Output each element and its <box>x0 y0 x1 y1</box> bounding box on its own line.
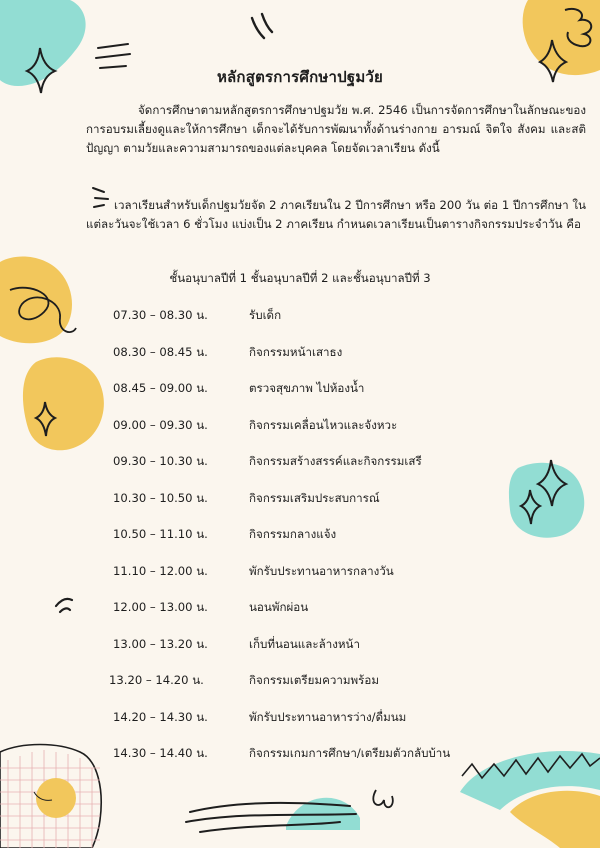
schedule-time: 13.20 – 14.20 น. <box>109 673 204 687</box>
schedule-row <box>113 453 533 471</box>
schedule-activity: กิจกรรมเคลื่อนไหวและจังหวะ <box>249 417 398 432</box>
schedule-row <box>109 672 529 690</box>
schedule-activity: กิจกรรมเสริมประสบการณ์ <box>249 490 380 505</box>
schedule-time: 07.30 – 08.30 น. <box>113 308 208 322</box>
schedule-row <box>113 563 533 581</box>
schedule-row <box>113 599 533 617</box>
schedule-heading: ชั้นอนุบาลปีที่ 1 ชั้นอนุบาลปีที่ 2 และชั้นอนุบาลปีที่ 3 <box>169 271 431 285</box>
yellow-blob-bottom-right <box>510 791 600 848</box>
intro-paragraph-1-text: จัดการศึกษาตามหลักสูตรการศึกษาปฐมวัย พ.ศ. 2546 เป็นการจัดการศึกษาในลักษณะของการอบรมเลี้ยงดูและให้การศึกษา เด็กจะได้รับการพัฒนาทั้งด้านร่างกาย อารมณ์ จิตใจ สังคม และสติปัญญา ตามวัยและความสามารถของแต่ละบุคคล โดยจัดเวลาเรียน ดังนี้ <box>86 103 586 155</box>
schedule-activity: กิจกรรมหน้าเสาธง <box>249 344 343 359</box>
schedule-activity: ตรวจสุขภาพ ไปห้องน้ำ <box>249 381 365 395</box>
schedule-activity: กิจกรรมเกมการศึกษา/เตรียมตัวกลับบ้าน <box>249 746 451 760</box>
page-title: หลักสูตรการศึกษาปฐมวัย <box>216 68 384 86</box>
schedule-row <box>113 307 533 325</box>
yellow-blob-top-right <box>523 0 600 75</box>
schedule-time: 09.30 – 10.30 น. <box>113 454 208 468</box>
scribble <box>10 288 76 332</box>
swirl-top-right <box>565 9 591 46</box>
schedule-time: 10.50 – 11.10 น. <box>113 527 208 541</box>
schedule-activity: กิจกรรมเตรียมความพร้อม <box>249 673 379 687</box>
squiggle-lines <box>186 803 356 832</box>
schedule-activity: พักรับประทานอาหารกลางวัน <box>249 563 394 578</box>
swirl-bottom <box>373 790 393 807</box>
intro-paragraph-2-text: เวลาเรียนสำหรับเด็กปฐมวัยจัด 2 ภาคเรียนใน 2 ปีการศึกษา หรือ 200 วัน ต่อ 1 ปีการศึกษา ในแต่ละวันจะใช้เวลา 6 ชั่วโมง แบ่งเป็น 2 ภาคเรียน กำหนดเวลาเรียนเป็นตารางกิจกรรมประจำวัน คือ <box>86 198 586 231</box>
schedule-row <box>113 417 533 435</box>
schedule-row <box>113 344 533 362</box>
schedule-row <box>113 745 533 763</box>
schedule-time: 11.10 – 12.00 น. <box>113 563 208 578</box>
schedule-activity: รับเด็ก <box>249 308 282 322</box>
schedule-time: 14.30 – 14.40 น. <box>113 746 208 760</box>
grid-egg-bottom-left <box>0 745 101 848</box>
schedule-activity: กิจกรรมสร้างสรรค์และกิจกรรมเสรี <box>249 454 422 468</box>
schedule-time: 08.30 – 08.45 น. <box>113 344 208 359</box>
sparkle-icon <box>538 460 566 506</box>
schedule-activity: กิจกรรมกลางแจ้ง <box>249 527 337 541</box>
schedule-row <box>113 380 533 398</box>
bracket-mark <box>56 599 72 612</box>
schedule-activity: พักรับประทานอาหารว่าง/ดื่มนม <box>249 709 407 724</box>
schedule-row <box>113 636 533 654</box>
schedule-time: 14.20 – 14.30 น. <box>113 709 208 724</box>
mint-half-circle <box>286 798 360 830</box>
intro-paragraph-1 <box>86 101 586 158</box>
schedule-row <box>113 709 533 727</box>
schedule-activity: นอนพักผ่อน <box>249 600 309 614</box>
double-stroke <box>252 14 272 38</box>
sparkle-icon <box>36 402 55 436</box>
schedule-row <box>113 490 533 508</box>
schedule-activity: เก็บที่นอนและล้างหน้า <box>249 636 360 651</box>
schedule-time: 08.45 – 09.00 น. <box>113 381 208 395</box>
schedule-time: 13.00 – 13.20 น. <box>113 636 208 651</box>
schedule-time: 12.00 – 13.00 น. <box>113 600 208 614</box>
intro-paragraph-2 <box>86 196 586 234</box>
schedule-row <box>113 526 533 544</box>
yellow-blob-left-2 <box>23 357 104 450</box>
schedule-time: 09.00 – 09.30 น. <box>113 417 208 432</box>
schedule-time: 10.30 – 10.50 น. <box>113 490 208 505</box>
